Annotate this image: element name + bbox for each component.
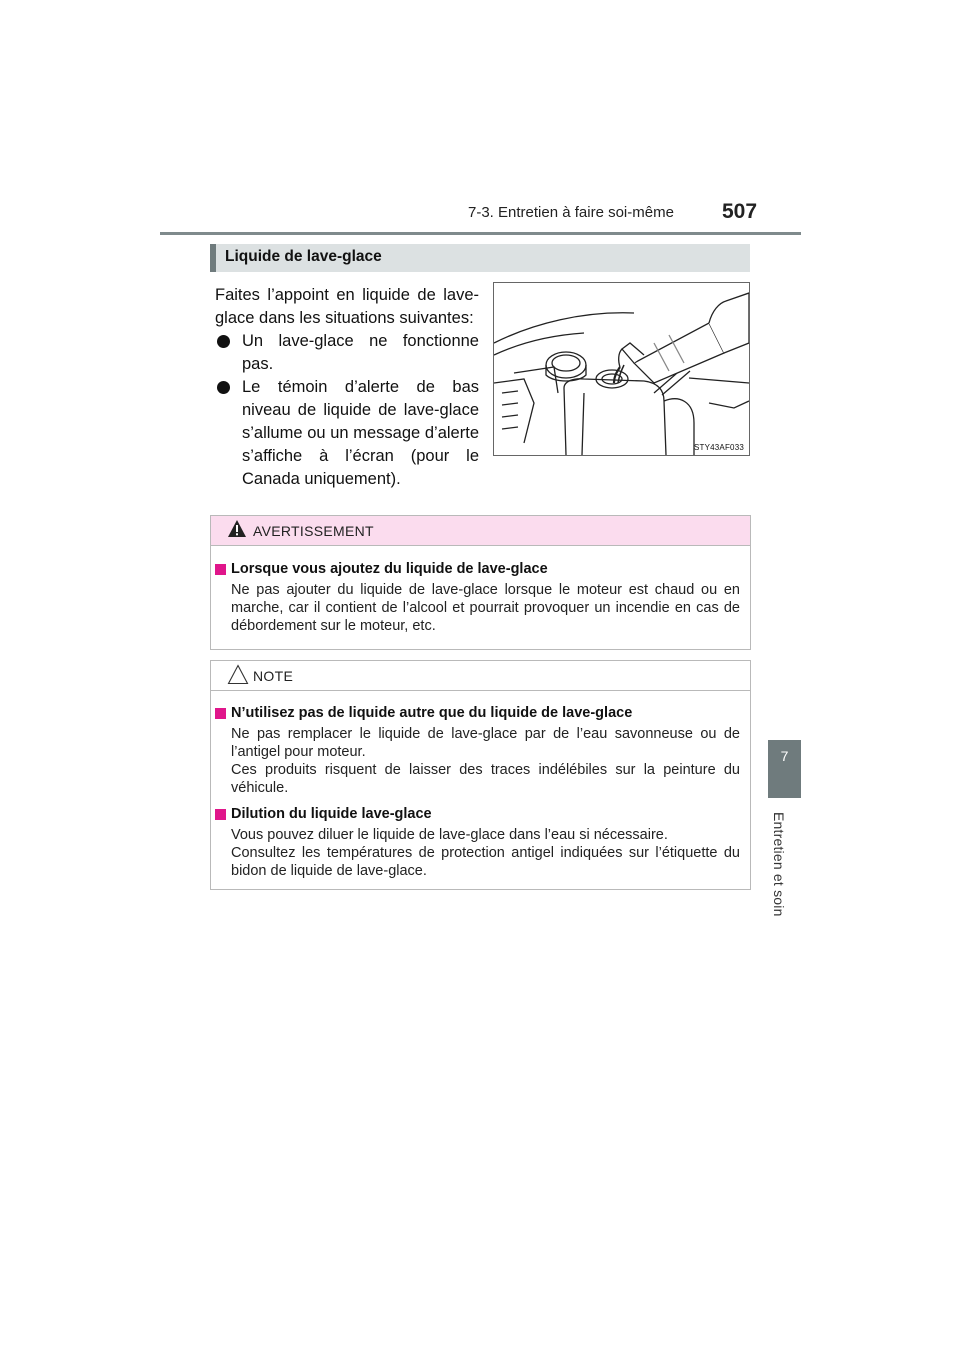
section-path: 7-3. Entretien à faire soi-même bbox=[468, 204, 674, 221]
square-bullet-icon bbox=[215, 809, 226, 820]
list-item: Le témoin d’alerte de bas niveau de liquide de lave-glace s’allume ou un message d’alerte s’affiche à l’écran (pour le Canada uniquement). bbox=[215, 376, 479, 491]
note-header bbox=[211, 661, 750, 691]
note-title: NOTE bbox=[253, 668, 294, 684]
condition-list bbox=[215, 330, 479, 491]
washer-fluid-figure bbox=[493, 282, 750, 456]
warning-header bbox=[211, 516, 750, 546]
note-item-line: Ne pas remplacer le liquide de lave-glace par de l’eau savonneuse ou de l’antigel pour moteur. bbox=[231, 726, 740, 760]
washer-fluid-refill-illustration bbox=[494, 283, 749, 455]
warning-item-text: Ne pas ajouter du liquide de lave-glace lorsque le moteur est chaud ou en marche, car il contient de l’alcool et pourrait provoquer un incendie en cas de débordement sur le moteur, etc. bbox=[231, 582, 740, 634]
square-bullet-icon bbox=[215, 708, 226, 719]
page-number: 507 bbox=[722, 200, 758, 223]
warning-triangle-icon bbox=[227, 519, 247, 539]
chapter-tab bbox=[768, 740, 801, 798]
note-item-line: Vous pouvez diluer le liquide de lave-glace dans l’eau si nécessaire. bbox=[231, 827, 668, 843]
bullet-icon bbox=[217, 335, 230, 348]
intro-lead: Faites l’appoint en liquide de lave-glace dans les situations suivantes: bbox=[215, 286, 479, 327]
section-title: Liquide de lave-glace bbox=[210, 244, 750, 272]
note-item-line: Ces produits risquent de laisser des traces indélébiles sur la peinture du véhicule. bbox=[231, 762, 740, 796]
note-item-line: Consultez les températures de protection antigel indiquées sur l’étiquette du bidon de liquide de lave-glace. bbox=[231, 845, 740, 879]
figure-code: STY43AF033 bbox=[693, 443, 744, 452]
note-content bbox=[211, 691, 750, 880]
chapter-number: 7 bbox=[780, 748, 789, 764]
list-item bbox=[213, 704, 740, 797]
list-item bbox=[213, 805, 740, 880]
header-rule bbox=[160, 232, 801, 235]
caution-triangle-icon bbox=[227, 664, 249, 685]
note-box bbox=[210, 660, 751, 890]
warning-title: AVERTISSEMENT bbox=[253, 523, 374, 539]
warning-item-title: Lorsque vous ajoutez du liquide de lave-glace bbox=[231, 561, 548, 577]
note-item-title: N’utilisez pas de liquide autre que du liquide de lave-glace bbox=[231, 705, 633, 721]
warning-content bbox=[211, 546, 750, 635]
intro-text bbox=[215, 284, 479, 491]
list-item bbox=[213, 560, 740, 635]
note-item-title: Dilution du liquide lave-glace bbox=[231, 806, 432, 822]
square-bullet-icon bbox=[215, 564, 226, 575]
list-item: Un lave-glace ne fonctionne pas. bbox=[215, 330, 479, 376]
warning-box bbox=[210, 515, 751, 650]
chapter-label: Entretien et soin bbox=[771, 812, 787, 917]
bullet-icon bbox=[217, 381, 230, 394]
